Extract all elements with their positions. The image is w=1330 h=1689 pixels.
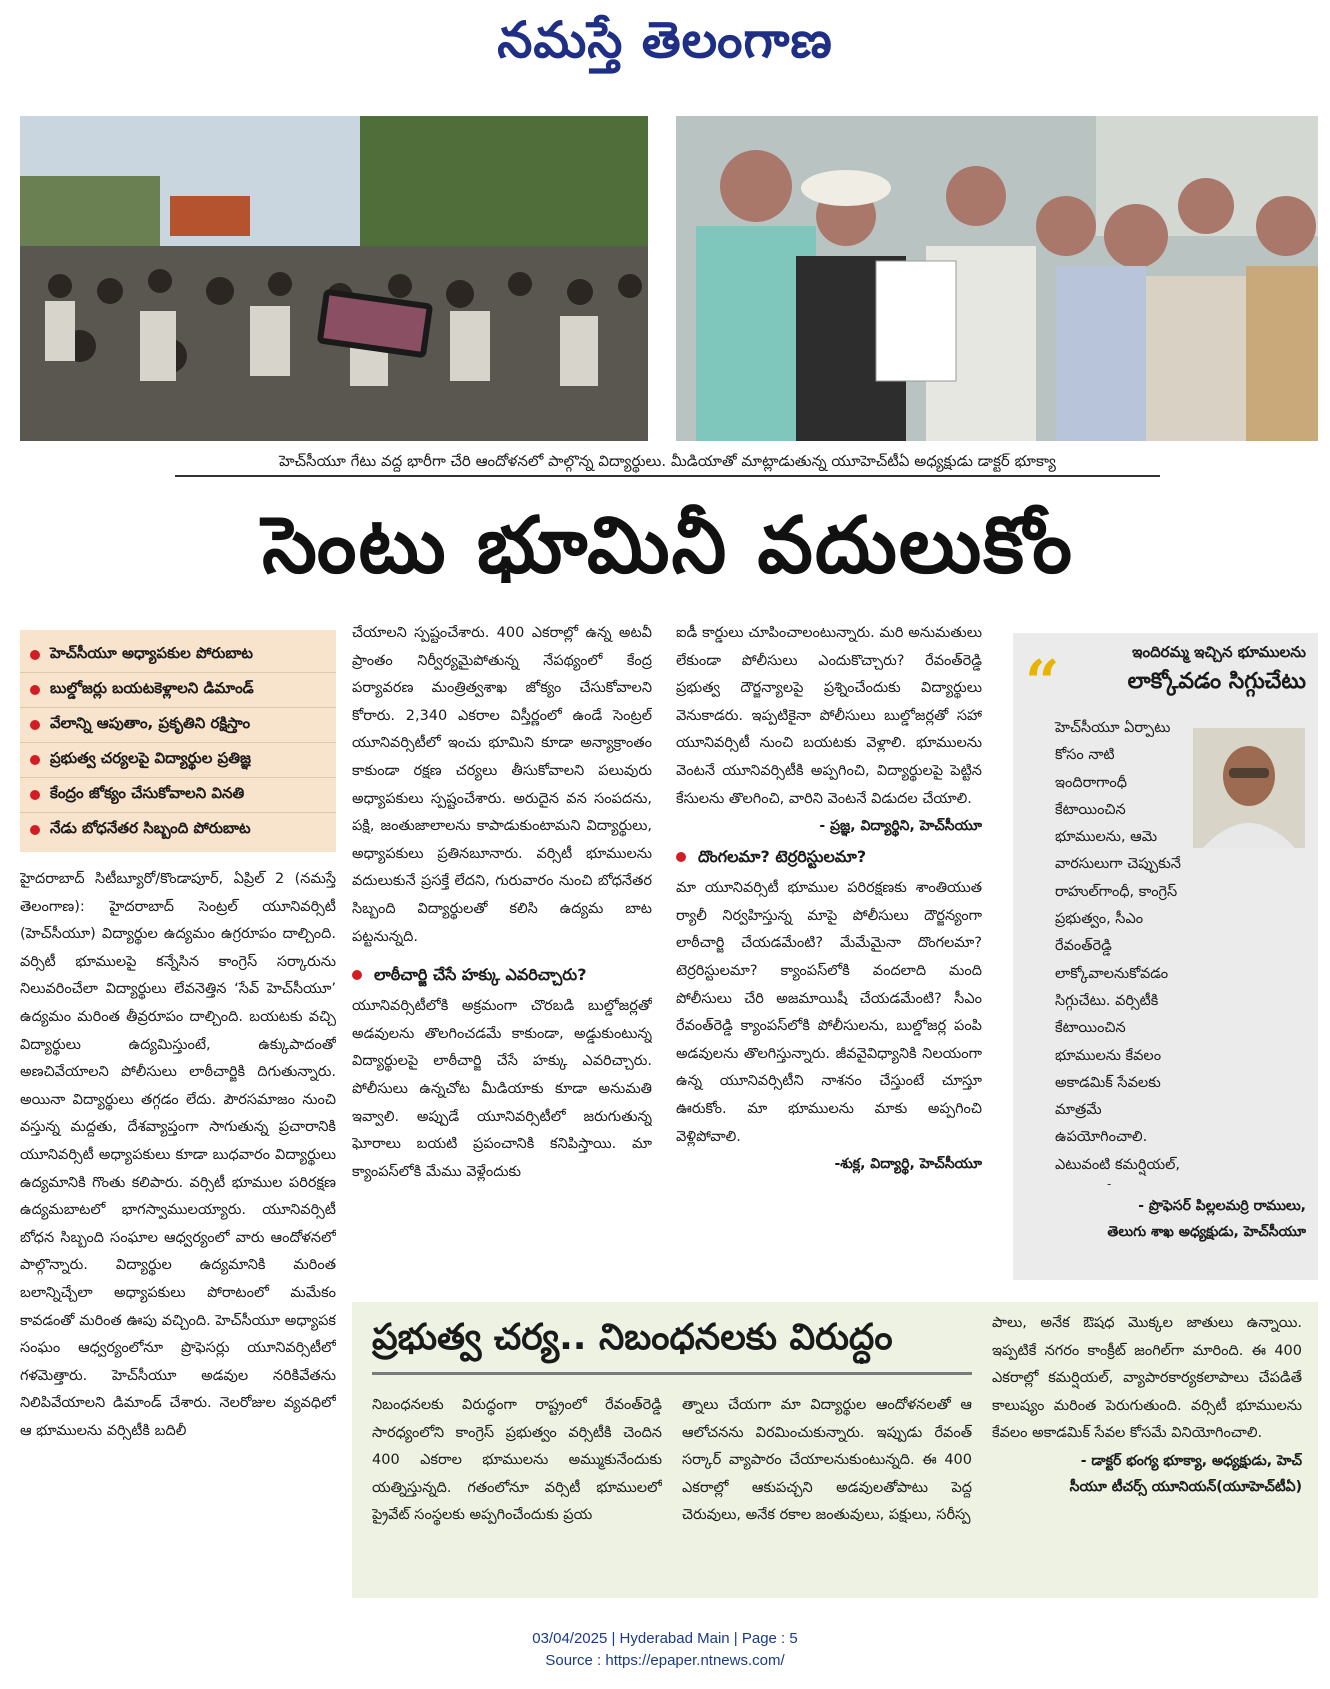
footer-source: Source : https://epaper.ntnews.com/ (545, 1652, 785, 1669)
portrait-photo (1193, 728, 1305, 848)
bottom-column-a (372, 1392, 662, 1592)
article-text: పాలు, అనేక ఔషధ మొక్కల జాతులు ఉన్నాయి. ఇప్పటికే నగరం కాంక్రీట్ జంగిల్‌గా మారింది. ఈ 400 ఎకరాల్లో కమర్షియల్, వ్యాపారకార్యకలాపాలు చేపడితే కాలుష్యం మరింత పెరుగుతుంది. వర్సిటీ భూములను కేవలం అకాడమిక్ సేవల కోసమే వినియోగించాలి. (992, 1315, 1302, 1442)
highlight-item: హెచ్‌సీయూ అధ్యాపకుల పోరుబాట (20, 638, 336, 673)
bullet-icon (30, 650, 40, 660)
subheading: దొంగలమా? టెర్రరిస్టులమా? (676, 839, 982, 875)
quote-title: లాక్కోవడం సిగ్గుచేటు (1127, 669, 1306, 694)
signature: సీయూ టీచర్స్ యూనియన్(యూహెచ్‌టీఏ) (1069, 1478, 1302, 1495)
bottom-column-b (682, 1392, 972, 1592)
signature: - డాక్టర్ భంగ్య భూక్యా, అధ్యక్షుడు, హెచ్ (1080, 1452, 1302, 1469)
quote-signature: - ప్రొఫెసర్ పిల్లలమర్రి రాములు, (1138, 1198, 1306, 1214)
bullet-icon (30, 685, 40, 695)
highlight-item: నేడు బోధనేతర సిబ్బంది పోరుబాట (20, 813, 336, 847)
photo-caption: హెచ్‌సీయూ గేటు వద్ద భారీగా చేరి ఆందోళనలో పాల్గొన్న విద్యార్థులు. మీడియాతో మాట్లాడుతున్న యూహెచ్‌టీఏ అధ్యక్షుడు డాక్టర్ భూక్యా (175, 447, 1160, 477)
bullet-icon (352, 970, 362, 980)
highlights-box (20, 630, 336, 852)
article-column-2 (352, 620, 652, 1290)
highlight-item: వేలాన్ని ఆపుతాం, ప్రకృతిని రక్షిస్తాం (20, 708, 336, 743)
article-text: త్నాలు చేయగా మా విద్యార్థుల ఆందోళనలతో ఆ ఆలోచనను విరమించుకున్నారు. ఇప్పుడు రేవంత్ సర్కార్ వ్యాపారం చేయాలనుకుంటున్నది. ఈ 400 ఎకరాల్లో ఆకుపచ్చని అడవులతోపాటు పెద్ద చెరువులు, అనేక రకాల జంతువులు, పక్షులు, సరీస్ప (682, 1397, 972, 1524)
bullet-icon (30, 720, 40, 730)
article-text: ఐడీ కార్డులు చూపించాలంటున్నారు. మరి అనుమతులు లేకుండా పోలీసులు ఎందుకొచ్చారు? రేవంత్‌రెడ్డి ప్రభుత్వ దౌర్జన్యాలపై ప్రశ్నించేందుకు విద్యార్థులు వెనుకాడరు. ఇప్పటికైనా పోలీసులు బుల్డోజర్లతో సహా యూనివర్సిటీ నుంచి బయటకు వెళ్లాలి. భూములను వెంటనే యూనివర్సిటీకి అప్పగించి, విద్యార్థులపై పెట్టిన కేసులను తొలగించి, వారిని వెంటనే విడుదల చేయాలి. (676, 625, 982, 807)
bottom-story-title: ప్రభుత్వ చర్య.. నిబంధనలకు విరుద్ధం (372, 1317, 893, 1358)
bullet-icon (30, 790, 40, 800)
bullet-icon (30, 825, 40, 835)
page-footer (0, 1628, 1330, 1672)
article-column-1 (20, 866, 336, 1626)
article-text: మా యూనివర్సిటీ భూముల పరిరక్షణకు శాంతియుత ర్యాలీ నిర్వహిస్తున్న మాపై పోలీసులు దౌర్జన్యంగా లాఠీచార్జి చేయడమేంటి? మేమేమైనా దొంగలమా? టెర్రరిస్టులమా? క్యాంపస్‌లోకి వందలాది మంది పోలీసులు చేరి అజమాయిషీ చేయడమేంటి? సీఎం రేవంత్‌రెడ్డి క్యాంపస్‌లోకి పోలీసులను, బుల్డోజర్ల పంపి అడవులను తొలగిస్తున్నారు. జీవవైవిధ్యానికి నిలయంగా ఉన్న యూనివర్సిటీని నాశనం చేస్తుంటే చూస్తూ ఊరుకోం. మా భూములను మాకు అప్పగించి వెళ్లిపోవాలి. (676, 880, 982, 1145)
article-text: హైదరాబాద్ సిటీబ్యూరో/కొండాపూర్, ఏప్రిల్ 2 (నమస్తే తెలంగాణ): హైదరాబాద్ సెంట్రల్ యూనివర్సిటీ (హెచ్‌సీయూ) విద్యార్థుల ఉద్యమం ఉగ్రరూపం దాల్చింది. వర్సిటీ భూములపై కన్నేసిన కాంగ్రెస్ సర్కారును నిలువరించేలా విద్యార్థులు లేవనెత్తిన ‘సేవ్ హెచ్‌సీయూ’ ఉద్యమం మరింత తీవ్రరూపం దాల్చింది. బయటకు వచ్చి విద్యార్థులు ఉద్యమిస్తుంటే, ఉక్కుపాదంతో అణచివేయాలని పోలీసులు లాఠీచార్జికి దిగుతున్నారు. అయినా విద్యార్థులు తగ్గడం లేదు. పౌరసమాజం నుంచి వస్తున్న మద్దతు, దేశవ్యాప్తంగా సాగుతున్న ప్రచారానికి యూనివర్సిటీ అధ్యాపకులు కూడా బుధవారం విద్యార్థులు ఉద్యమానికి గొంతు కలిపారు. వర్సిటీ భూముల పరిరక్షణ ఉద్యమబాటలో భాగస్వాములయ్యారు. యూనివర్సిటీ బోధన సిబ్బంది సంఘాల ఆధ్వర్యంలో వారు ఆందోళనలో పాల్గొన్నారు. విద్యార్థుల ఉద్యమానికి మరింత బలాన్నిచ్చేలా అధ్యాపకులు పోరాటంలో మమేకం కావడంతో మరింత ఊపు వచ్చింది. హెచ్‌సీయూ అధ్యాపక సంఘం ఆధ్వర్యంలోనూ ప్రొఫెసర్లు యూనివర్సిటీలో గళమెత్తారు. హెచ్‌సీయూ అడవుల నరికివేతను నిలిపివేయాలని డిమాండ్ చేశారు. నెలరోజుల వ్యవధిలో ఆ భూములను వర్సిటీకి బదిలీ (20, 871, 336, 1439)
quote-mark-icon: “ (1025, 648, 1060, 718)
signature: -శుక్ల, విద్యార్థి, హెచ్‌సీయూ (834, 1156, 982, 1173)
footer-date-page: 03/04/2025 | Hyderabad Main | Page : 5 (532, 1630, 798, 1647)
bullet-icon (30, 755, 40, 765)
subheading: లాఠీచార్జి చేసే హక్కు ఎవరిచ్చారు? (352, 957, 652, 993)
quote-box (1013, 633, 1318, 1280)
highlight-item: బుల్డోజర్లు బయటకెళ్లాలని డిమాండ్ (20, 673, 336, 708)
photo-press-conference (676, 116, 1318, 441)
highlight-item: కేంద్రం జోక్యం చేసుకోవాలని వినతి (20, 778, 336, 813)
quote-kicker: ఇందిరమ్మ ఇచ్చిన భూములను (1132, 643, 1306, 661)
photo-students-protest (20, 116, 648, 441)
article-column-3 (676, 620, 982, 1290)
bullet-icon (676, 852, 686, 862)
title-underline (372, 1372, 972, 1375)
bottom-column-c (992, 1310, 1302, 1594)
article-text: నిబంధనలకు విరుద్ధంగా రాష్ట్రంలో రేవంత్‌రెడ్డి సారధ్యంలోని కాంగ్రెస్ ప్రభుత్వం వర్సిటీకి చెందిన 400 ఎకరాల భూములను అమ్ముకునేందుకు యత్నిస్తున్నది. గతంలోనూ వర్సిటీ భూములలో ప్రైవేట్ సంస్థలకు అప్పగించేందుకు ప్రయ (372, 1397, 662, 1524)
signature: - ప్రజ్ఞ, విద్యార్థిని, హెచ్‌సీయూ (819, 818, 982, 835)
quote-signature-role: తెలుగు శాఖ అధ్యక్షుడు, హెచ్‌సీయూ (1107, 1224, 1306, 1240)
highlight-item: ప్రభుత్వ చర్యలపై విద్యార్థుల ప్రతిజ్ఞ (20, 743, 336, 778)
main-headline: సెంటు భూమినీ వదులుకోం (262, 501, 1074, 591)
article-text: చేయాలని స్పష్టంచేశారు. 400 ఎకరాల్లో ఉన్న అటవీ ప్రాంతం నిర్వీర్యమైపోతున్న నేపథ్యంలో కేంద్ర పర్యావరణ మంత్రిత్వశాఖ జోక్యం చేసుకోవాలని కోరారు. 2,340 ఎకరాల విస్తీర్ణంలో ఉండే సెంట్రల్ యూనివర్సిటీలో ఇంచు భూమిని కూడా అన్యాక్రాంతం కాకుండా రక్షణ చర్యలు తీసుకోవాలని పలువురు అధ్యాపకులు స్పష్టంచేశారు. అరుదైన వన సంపదను, పక్షి, జంతుజాలాలను కాపాడుకుంటామని విద్యార్థులు, అధ్యాపకులు ప్రతినబూనారు. వర్సిటీ భూములను వదులుకునే ప్రసక్తే లేదని, గురువారం నుంచి బోధనేతర సిబ్బంది విద్యార్థులతో కలిసి ఉద్యమ బాట పట్టనున్నది. (352, 625, 652, 945)
article-text: యూనివర్సిటీలోకి అక్రమంగా చొరబడి బుల్డోజర్లతో అడవులను తొలగించడమే కాకుండా, అడ్డుకుంటున్న విద్యార్థులపై లాఠీచార్జి చేసే హక్కు ఎవరిచ్చారు. పోలీసులు ఉన్నచోట మీడియాకు కూడా అనుమతి ఇవ్వాలి. అప్పుడే యూనివర్సిటీలో జరుగుతున్న ఘోరాలు బయటి ప్రపంచానికి కనిపిస్తాయి. మా క్యాంపస్‌లోకి మేము వెళ్లేందుకు (352, 998, 652, 1180)
quote-text: హెచ్‌సీయూ ఏర్పాటు కోసం నాటి ఇందిరాగాంధీ కేటాయించిన భూములను, ఆమె వారసులుగా చెప్పుకునే రాహుల్‌గాంధీ, కాంగ్రెస్ ప్రభుత్వం, సీఎం రేవంత్‌రెడ్డి లాక్కోవాలనుకోవడం సిగ్గుచేటు. వర్సిటీకి కేటాయించిన భూములను కేవలం అకాడమిక్ సేవలకు మాత్రమే ఉపయోగించాలి. ఎటువంటి కమర్షియల్, (1055, 720, 1181, 1173)
masthead-title: నమస్తే తెలంగాణ (497, 10, 833, 69)
